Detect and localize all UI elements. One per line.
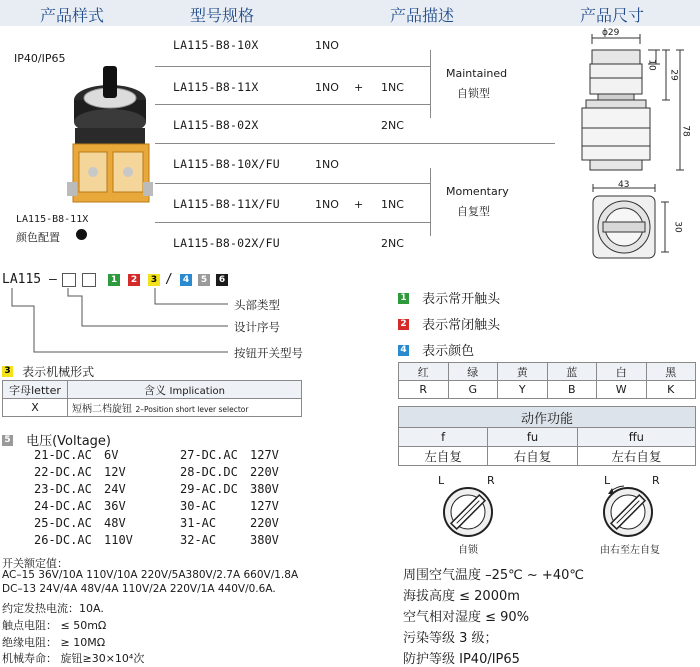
volt-code: 32-AC [180,533,217,547]
color-code: B [547,381,597,399]
ip-rating: IP40/IP65 [14,52,66,65]
voltage-badge: 5 [2,435,13,446]
volt-value: 48V [104,516,126,530]
code-blank-box [62,273,76,287]
dim-29: 29 [668,69,679,81]
volt-code: 21-DC.AC [34,448,92,462]
model-plus: + [354,81,364,94]
mech-title: 表示机械形式 [22,365,95,379]
code-label-head: 头部类型 [234,298,280,312]
dim-10: 10 [646,59,657,71]
func-val: 左自复 [399,447,488,466]
color-cn: 黑 [646,363,696,381]
knob-r-label: R [652,474,660,487]
volt-value: 110V [104,533,133,547]
color-config-label: 颜色配置 [16,231,60,244]
row-divider [155,183,430,184]
code-label-design: 设计序号 [234,320,280,334]
color-code: R [399,381,449,399]
color-cn: 绿 [448,363,498,381]
volt-code: 24-DC.AC [34,499,92,513]
group-momentary-cn: 自复型 [457,205,490,218]
spec-ac15: AC–15 36V/10A 110V/10A 220V/5A380V/2.7A 660V/1.8A [2,569,299,581]
model-nc: 2NC [381,237,404,250]
volt-value: 220V [250,516,279,530]
product-model-label: LA115-B8-11X [16,214,89,225]
volt-value: 380V [250,533,279,547]
header-style: 产品样式 [40,6,105,25]
mech-section [2,361,94,380]
mech-col-meaning: 含义 Implication [68,381,302,399]
spec-dc13: DC–13 24V/4A 48V/4A 110V/2A 220V/1A 440V/0.6A. [2,583,276,595]
mech-col-letter: 字母letter [3,381,68,399]
volt-value: 6V [104,448,119,462]
model-name: LA115-B8-11X [173,80,259,94]
group-bracket [430,168,439,236]
black-dot-icon [76,229,87,240]
volt-code: 29-AC.DC [180,482,238,496]
mech-meaning: 短柄二档旋钮 2–Position short lever selector [68,399,302,417]
legend-item [398,288,500,307]
legend-item [398,314,500,333]
volt-code: 26-DC.AC [34,533,92,547]
volt-code: 28-DC.DC [180,465,238,479]
color-cn: 蓝 [547,363,597,381]
color-code: K [646,381,696,399]
code-box-3: 3 [148,274,160,286]
legend-badge: 2 [398,319,409,330]
header-model: 型号规格 [190,6,255,25]
model-name: LA115-B8-10X [173,38,259,52]
volt-value: 380V [250,482,279,496]
model-nc: 2NC [381,119,404,132]
color-table [398,362,696,399]
group-divider [155,143,555,144]
group-bracket [430,50,439,118]
func-val: 左右自复 [577,447,695,466]
model-no: 1NO [315,81,339,94]
code-leader-lines [0,286,240,358]
spec-contact: 触点电阻： ≤ 50mΩ [2,619,107,632]
code-prefix: LA115 – [2,272,57,287]
spec-insulation: 绝缘电阻： ≥ 10MΩ [2,636,106,649]
mech-table [2,380,302,417]
color-cn: 白 [597,363,647,381]
knob-l-label: L [438,474,445,487]
dim-43: 43 [618,180,630,190]
volt-value: 24V [104,482,126,496]
volt-value: 127V [250,448,279,462]
voltage-title: 电压(Voltage) [26,434,112,449]
legend-text: 表示常闭触头 [422,318,501,333]
knob-r-label: R [487,474,495,487]
volt-value: 36V [104,499,126,513]
model-name: LA115-B8-11X/FU [173,197,280,211]
volt-code: 30-AC [180,499,217,513]
model-name: LA115-B8-02X [173,118,259,132]
legend-item [398,340,474,359]
code-label-model: 按钮开关型号 [234,346,303,360]
model-no: 1NO [315,158,339,171]
knob-diagram-maintained [436,480,506,540]
model-plus: + [354,198,364,211]
knob-l-label: L [604,474,611,487]
code-box-4: 4 [180,274,192,286]
color-cn: 黄 [498,363,548,381]
env-pollution: 污染等级 3 级； [403,631,498,646]
func-col: ffu [577,428,695,447]
model-nc: 1NC [381,81,404,94]
volt-value: 12V [104,465,126,479]
dimension-side-view [560,28,700,178]
legend-text: 表示颜色 [422,344,475,359]
mech-badge: 3 [2,366,13,377]
color-cn: 红 [399,363,449,381]
row-divider [155,222,430,223]
group-momentary-en: Momentary [446,185,509,198]
row-divider [155,66,430,67]
env-temperature: 周围空气温度 –25℃ ~ +40℃ [403,568,584,583]
group-maintained-en: Maintained [446,67,508,80]
code-box-1: 1 [108,274,120,286]
legend-badge: 1 [398,293,409,304]
knob-diagram-momentary [596,480,666,540]
volt-code: 22-DC.AC [34,465,92,479]
model-no: 1NO [315,198,339,211]
volt-code: 25-DC.AC [34,516,92,530]
row-divider [155,104,430,105]
volt-code: 27-DC.AC [180,448,238,462]
function-table [398,406,696,466]
knob-caption: 自锁 [458,545,478,556]
spec-life: 机械寿命： 旋钮≥30×10⁴次 [2,652,145,665]
volt-value: 220V [250,465,279,479]
dim-30: 30 [672,221,683,233]
model-name: LA115-B8-10X/FU [173,157,280,171]
header-desc: 产品描述 [390,6,455,25]
color-code: G [448,381,498,399]
color-code: Y [498,381,548,399]
product-photo [55,62,165,212]
dim-diameter: ϕ29 [602,28,620,38]
knob-caption: 由右至左自复 [600,545,660,556]
code-box-2: 2 [128,274,140,286]
volt-value: 127V [250,499,279,513]
legend-text: 表示常开触头 [422,292,501,307]
color-code: W [597,381,647,399]
legend-badge: 4 [398,345,409,356]
func-val: 右自复 [488,447,577,466]
func-col: fu [488,428,577,447]
env-humidity: 空气相对湿度 ≤ 90% [403,610,530,625]
code-box-5: 5 [198,274,210,286]
group-maintained-cn: 自锁型 [457,87,490,100]
voltage-section [2,430,111,449]
func-title: 动作功能 [399,407,696,428]
dim-78: 78 [680,125,691,137]
volt-code: 23-DC.AC [34,482,92,496]
mech-letter: X [3,399,68,417]
spec-rated-title: 开关额定值： [2,557,68,570]
func-col: f [399,428,488,447]
volt-code: 31-AC [180,516,217,530]
code-slash: / [165,272,173,287]
header-size: 产品尺寸 [580,6,645,25]
model-nc: 1NC [381,198,404,211]
env-altitude: 海拔高度 ≤ 2000m [403,589,520,604]
model-name: LA115-B8-02X/FU [173,236,280,250]
code-box-6: 6 [216,274,228,286]
code-blank-box [82,273,96,287]
env-protection: 防护等级 IP40/IP65 [403,652,520,667]
model-no: 1NO [315,39,339,52]
spec-heat: 约定发热电流：10A. [2,602,104,615]
